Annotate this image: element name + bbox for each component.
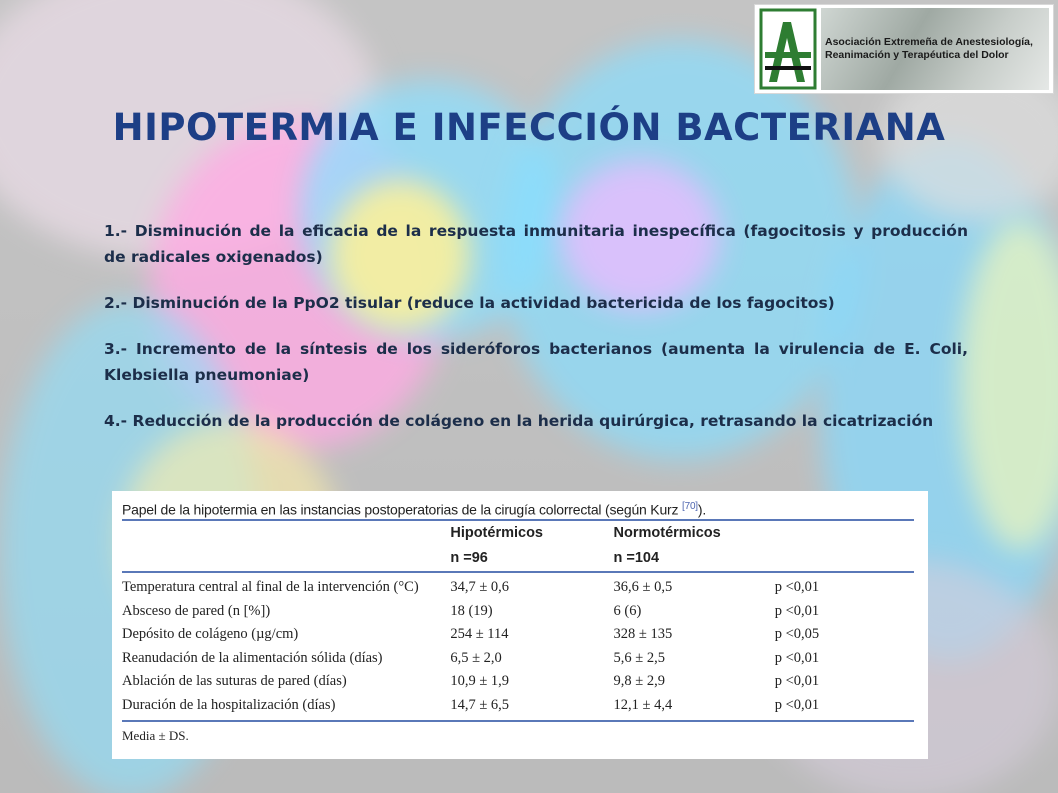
table-row <box>122 600 914 624</box>
point-3: 3.- Incremento de la síntesis de los sideróforos bacterianos (aumenta la virulencia de E. Coli, Klebsiella pneumoniae) <box>104 340 968 384</box>
table-footnote: Media ± DS. <box>122 728 189 743</box>
bullet-points <box>104 218 968 454</box>
kurz-hypothermia-table <box>112 491 928 759</box>
logo-photo-banner <box>821 8 1049 90</box>
normothermic-value: 9,8 ± 2,9 <box>613 673 665 689</box>
table-caption-text: Papel de la hipotermia en las instancias postoperatorias de la cirugía colorrectal (según Kurz <box>122 501 679 518</box>
slide-title: HIPOTERMIA E INFECCIÓN BACTERIANA <box>112 106 946 149</box>
p-value: p <0,01 <box>774 649 820 666</box>
p-value: p <0,01 <box>774 579 820 595</box>
header-cell <box>775 521 914 546</box>
header-cell <box>775 546 914 571</box>
table-row <box>122 623 914 647</box>
p-value: p <0,05 <box>774 626 820 642</box>
table-row <box>122 647 914 671</box>
header-normothermic: Normotérmicos <box>613 525 721 541</box>
p-value: p <0,01 <box>774 696 820 713</box>
header-n-hypothermic: n =96 <box>450 550 488 566</box>
normothermic-value: 328 ± 135 <box>613 626 673 642</box>
logo-line-2: Reanimación y Terapéutica del Dolor <box>825 49 1009 61</box>
hypothermic-value: 14,7 ± 6,5 <box>450 696 510 713</box>
p-value: p <0,01 <box>774 602 820 619</box>
normothermic-value: 36,6 ± 0,5 <box>613 579 673 595</box>
header-hypothermic: Hipotérmicos <box>450 525 544 541</box>
point-2: 2.- Disminución de la PpO2 tisular (reduce la actividad bactericida de los fagocitos) <box>104 294 835 312</box>
hypothermic-value: 10,9 ± 1,9 <box>450 673 510 689</box>
row-label: Reanudación de la alimentación sólida (días) <box>122 649 383 666</box>
table-row <box>122 670 914 694</box>
association-emblem-icon <box>759 8 817 90</box>
table-caption-reference: [70] <box>682 501 698 512</box>
logo-line-1: Asociación Extremeña de Anestesiología, <box>825 36 1033 48</box>
row-label: Depósito de colágeno (µg/cm) <box>122 626 299 642</box>
table-row <box>122 694 914 718</box>
table-caption <box>122 495 914 519</box>
table-caption-end: ). <box>697 501 707 518</box>
p-value: p <0,01 <box>774 673 820 689</box>
normothermic-value: 6 (6) <box>613 602 642 619</box>
row-label: Ablación de las suturas de pared (días) <box>122 673 347 689</box>
row-label: Temperatura central al final de la intervención (°C) <box>122 579 419 595</box>
table-header-row-1 <box>122 521 914 546</box>
table-header-row-2 <box>122 546 914 571</box>
row-label: Duración de la hospitalización (días) <box>122 696 336 713</box>
row-label: Absceso de pared (n [%]) <box>122 602 271 619</box>
hypothermic-value: 34,7 ± 0,6 <box>450 579 510 595</box>
table-body <box>122 573 914 717</box>
hypothermic-value: 254 ± 114 <box>450 626 509 642</box>
header-cell <box>122 521 450 546</box>
normothermic-value: 5,6 ± 2,5 <box>613 649 665 666</box>
table-row <box>122 576 914 600</box>
hypothermic-value: 6,5 ± 2,0 <box>450 649 502 666</box>
header-cell <box>122 546 450 571</box>
association-logo <box>754 4 1054 94</box>
point-4: 4.- Reducción de la producción de colágeno en la herida quirúrgica, retrasando la cicatrización <box>104 412 934 430</box>
header-n-normothermic: n =104 <box>613 550 660 566</box>
hypothermic-value: 18 (19) <box>450 602 493 619</box>
point-1: 1.- Disminución de la eficacia de la respuesta inmunitaria inespecífica (fagocitosis y producción de radicales oxigenados) <box>104 222 968 266</box>
normothermic-value: 12,1 ± 4,4 <box>613 696 673 713</box>
